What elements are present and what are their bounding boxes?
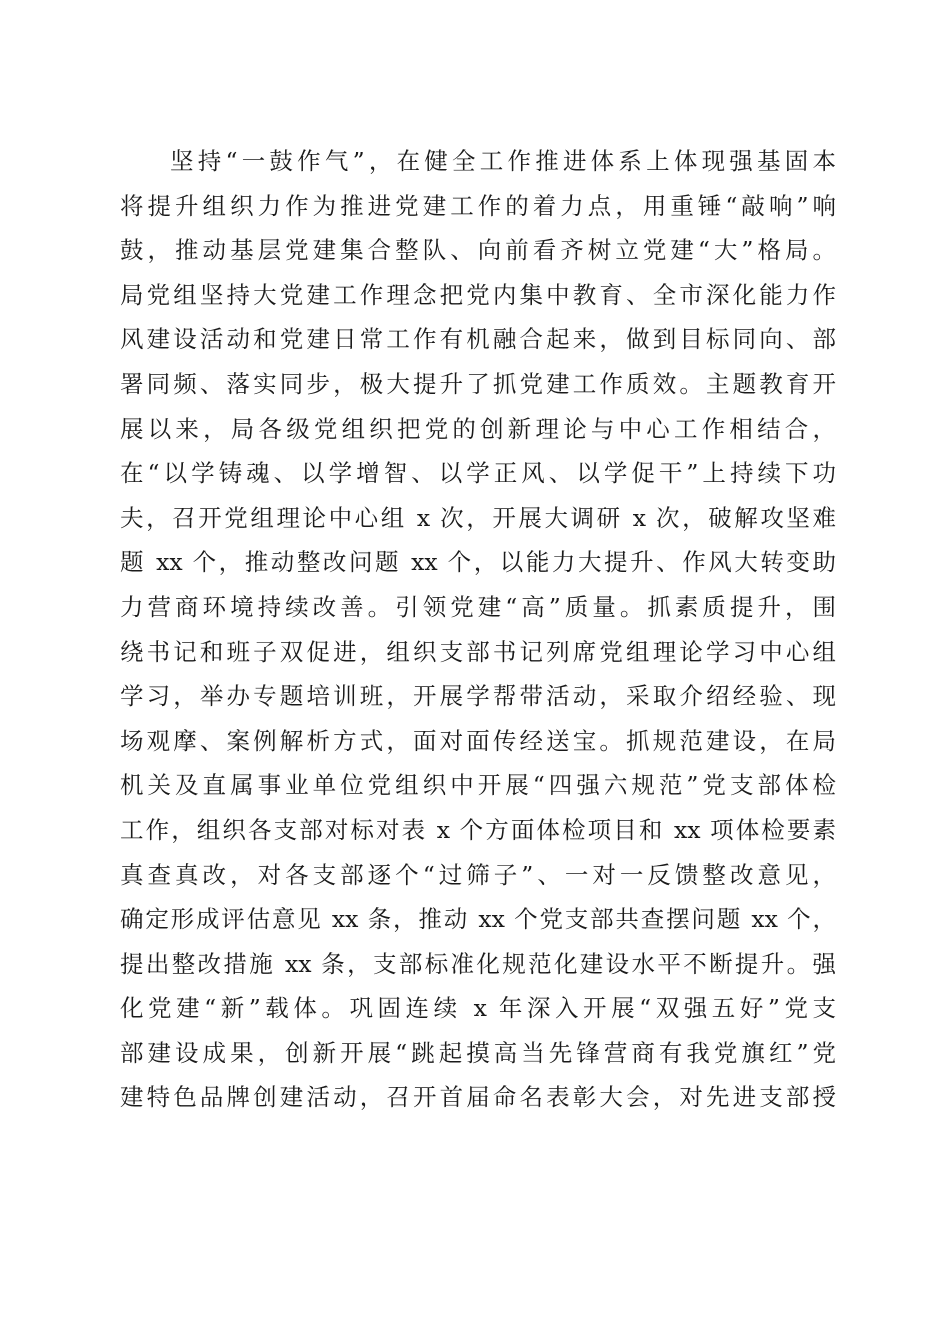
paragraph-line: 题 xx 个，推动整改问题 xx 个，以能力大提升、作风大转变助 xyxy=(120,548,836,577)
paragraph-line: 部建设成果，创新开展“跳起摸高当先锋营商有我党旗红”党 xyxy=(120,1038,836,1067)
paragraph-line: 局党组坚持大党建工作理念把党内集中教育、全市深化能力作 xyxy=(120,280,836,309)
paragraph-line: 署同频、落实同步，极大提升了抓党建工作质效。主题教育开 xyxy=(120,369,836,398)
paragraph-line: 建特色品牌创建活动，召开首届命名表彰大会，对先进支部授 xyxy=(120,1083,836,1112)
paragraph-line: 场观摩、案例解析方式，面对面传经送宝。抓规范建设，在局 xyxy=(120,726,836,755)
paragraph-line: 确定形成评估意见 xx 条，推动 xx 个党支部共查摆问题 xx 个， xyxy=(120,905,836,934)
paragraph-line: 工作，组织各支部对标对表 x 个方面体检项目和 xx 项体检要素 xyxy=(120,815,836,844)
paragraph-line: 真查真改，对各支部逐个“过筛子”、一对一反馈整改意见， xyxy=(120,860,836,889)
paragraph-line: 学习，举办专题培训班，开展学帮带活动，采取介绍经验、现 xyxy=(120,682,836,711)
paragraph-line: 在“以学铸魂、以学增智、以学正风、以学促干”上持续下功 xyxy=(120,459,836,488)
paragraph-line: 夫，召开党组理论中心组 x 次，开展大调研 x 次，破解攻坚难 xyxy=(120,503,836,532)
paragraph-line: 坚持“一鼓作气”，在健全工作推进体系上体现强基固本 xyxy=(170,147,836,175)
body-paragraph xyxy=(120,139,836,1120)
paragraph-line: 力营商环境持续改善。引领党建“高”质量。抓素质提升，围 xyxy=(120,592,836,621)
paragraph-line: 风建设活动和党建日常工作有机融合起来，做到目标同向、部 xyxy=(120,325,836,354)
paragraph-line: 机关及直属事业单位党组织中开展“四强六规范”党支部体检 xyxy=(120,771,836,800)
paragraph-line: 绕书记和班子双促进，组织支部书记列席党组理论学习中心组 xyxy=(120,637,836,666)
paragraph-line: 化党建“新”载体。巩固连续 x 年深入开展“双强五好”党支 xyxy=(120,994,836,1023)
paragraph-line: 将提升组织力作为推进党建工作的着力点，用重锤“敲响”响 xyxy=(120,191,836,220)
paragraph-line: 提出整改措施 xx 条，支部标准化规范化建设水平不断提升。强 xyxy=(120,949,836,978)
paragraph-line: 展以来，局各级党组织把党的创新理论与中心工作相结合， xyxy=(120,414,836,443)
paragraph-line: 鼓，推动基层党建集合整队、向前看齐树立党建“大”格局。 xyxy=(120,236,836,265)
